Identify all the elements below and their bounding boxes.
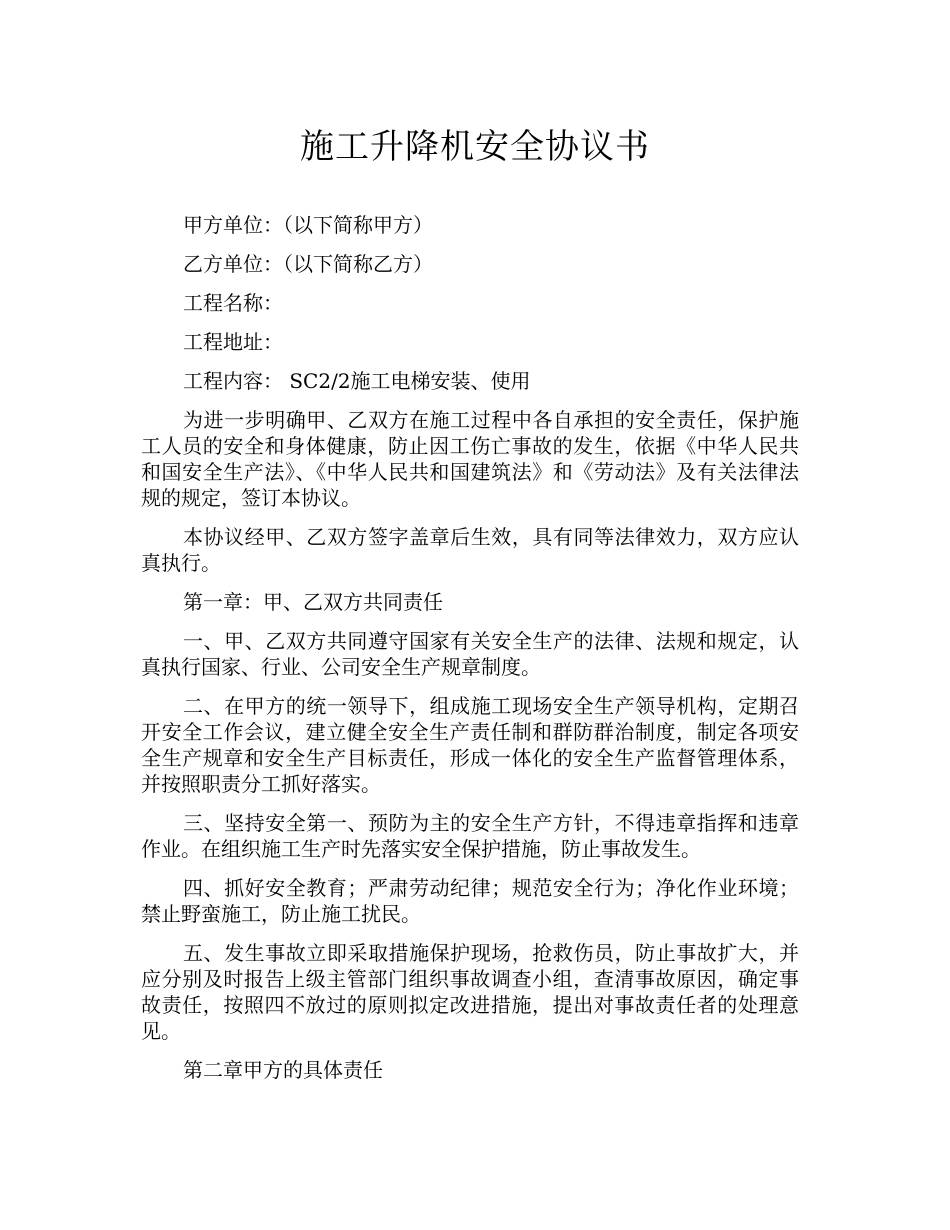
field-party-a: 甲方单位：（以下简称甲方） bbox=[183, 213, 433, 237]
clause-4: 四、抓好安全教育；严肃劳动纪律；规范安全行为；净化作业环境；禁止野蛮施工，防止施工扰民。 bbox=[141, 876, 799, 926]
clause-5: 五、发生事故立即采取措施保护现场，抢救伤员，防止事故扩大，并应分别及时报告上级主管部门组织事故调查小组，查清事故原因，确定事故责任，按照四不放过的原则拟定改进措施，提出对事故责任者的处理意见。 bbox=[141, 941, 799, 1043]
document-body bbox=[141, 212, 799, 1096]
paragraph-effect: 本协议经甲、乙双方签字盖章后生效，具有同等法律效力，双方应认真执行。 bbox=[141, 525, 799, 575]
field-project-name: 工程名称： bbox=[183, 291, 283, 315]
document-title: 施工升降机安全协议书 bbox=[300, 127, 650, 167]
chapter-heading-1: 第一章：甲、乙双方共同责任 bbox=[183, 590, 443, 614]
paragraph-purpose: 为进一步明确甲、乙双方在施工过程中各自承担的安全责任，保护施工人员的安全和身体健康，防止因工伤亡事故的发生，依据《中华人民共和国安全生产法》、《中华人民共和国建筑法》和《劳动法》及有关法律法规的规定，签订本协议。 bbox=[141, 408, 799, 510]
clause-2: 二、在甲方的统一领导下，组成施工现场安全生产领导机构，定期召开安全工作会议，建立健全安全生产责任制和群防群治制度，制定各项安全生产规章和安全生产目标责任，形成一体化的安全生产监督管理体系，并按照职责分工抓好落实。 bbox=[141, 694, 799, 796]
clause-3: 三、坚持安全第一、预防为主的安全生产方针，不得违章指挥和违章作业。在组织施工生产时先落实安全保护措施，防止事故发生。 bbox=[141, 811, 799, 861]
field-party-b: 乙方单位：（以下简称乙方） bbox=[183, 252, 433, 276]
field-project-content: 工程内容： SC2/2施工电梯安装、使用 bbox=[183, 369, 531, 393]
field-project-address: 工程地址： bbox=[183, 330, 283, 354]
clause-1: 一、甲、乙双方共同遵守国家有关安全生产的法律、法规和规定，认真执行国家、行业、公司安全生产规章制度。 bbox=[141, 629, 799, 679]
chapter-heading-2: 第二章甲方的具体责任 bbox=[183, 1058, 383, 1082]
